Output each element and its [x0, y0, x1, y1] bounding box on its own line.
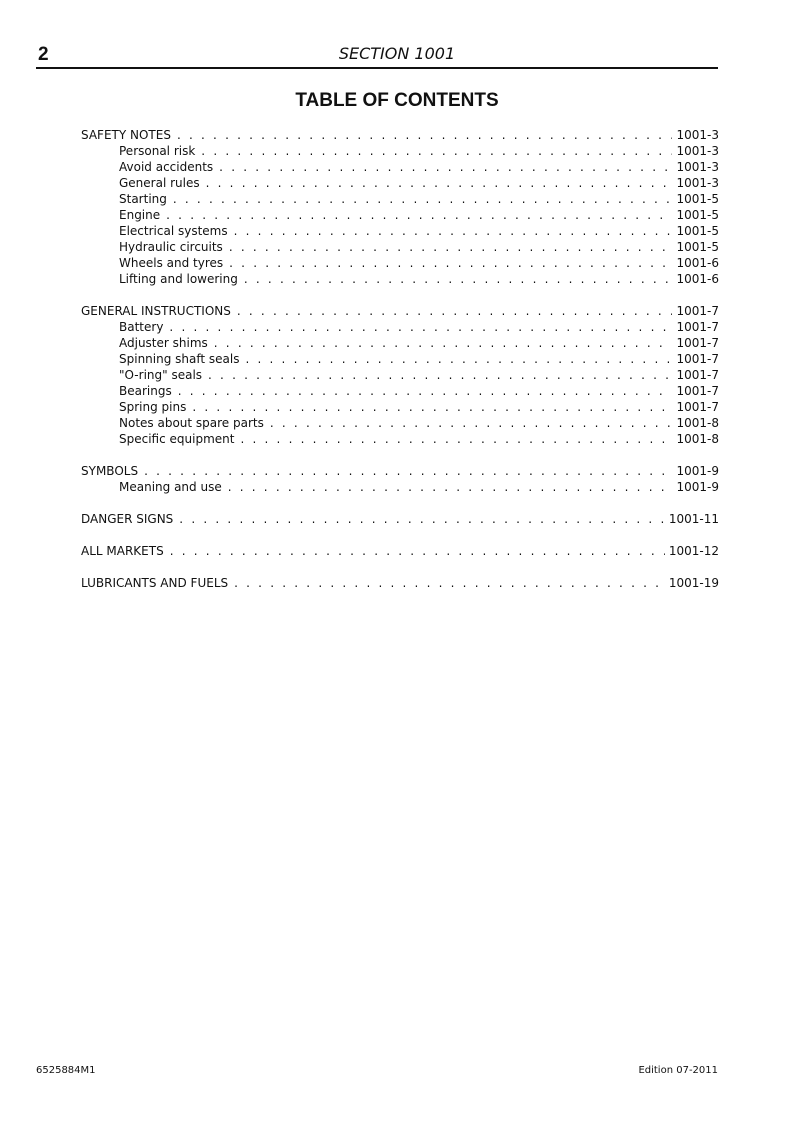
dot-leader	[178, 383, 673, 399]
toc-entry-label: Specific equipment	[119, 432, 235, 446]
toc-subentry[interactable]	[81, 271, 719, 287]
toc-subentry[interactable]	[81, 191, 719, 207]
dot-leader	[214, 335, 673, 351]
toc-entry-label: Electrical systems	[119, 224, 228, 238]
toc-subentry[interactable]	[81, 159, 719, 175]
dot-leader	[244, 271, 673, 287]
dot-leader	[237, 303, 673, 319]
toc-group	[81, 127, 719, 287]
toc-entry-page: 1001-7	[676, 368, 719, 382]
toc-subentry[interactable]	[81, 207, 719, 223]
toc-subentry[interactable]	[81, 431, 719, 447]
toc-subentry[interactable]	[81, 479, 719, 495]
toc-entry-label: Engine	[119, 208, 161, 222]
toc-entry-page: 1001-5	[676, 224, 719, 238]
toc-entry-label: Spring pins	[119, 400, 187, 414]
dot-leader	[201, 143, 672, 159]
toc-entry-page: 1001-3	[676, 160, 719, 174]
toc-entry[interactable]	[81, 511, 719, 527]
toc-entry-page: 1001-19	[668, 576, 719, 590]
toc-entry-page: 1001-8	[676, 432, 719, 446]
toc-entry-label: Starting	[119, 192, 167, 206]
toc-entry-label: Notes about spare parts	[119, 416, 264, 430]
page-number: 2	[38, 44, 49, 65]
toc-entry-page: 1001-7	[676, 384, 719, 398]
toc-entry-label: Wheels and tyres	[119, 256, 224, 270]
toc-entry-page: 1001-5	[676, 208, 719, 222]
document-code: 6525884M1	[36, 1065, 96, 1076]
dot-leader	[179, 511, 665, 527]
toc-entry-label: Spinning shaft seals	[119, 352, 240, 366]
toc-entry-page: 1001-7	[676, 336, 719, 350]
toc-entry-page: 1001-5	[676, 240, 719, 254]
toc-subentry[interactable]	[81, 239, 719, 255]
toc-entry-label: SAFETY NOTES	[81, 128, 171, 142]
toc-title: TABLE OF CONTENTS	[295, 90, 499, 111]
toc-entry-label: DANGER SIGNS	[81, 512, 174, 526]
toc-entry-label: Meaning and use	[119, 480, 222, 494]
toc-entry-page: 1001-7	[676, 304, 719, 318]
toc-entry-label: SYMBOLS	[81, 464, 139, 478]
toc-entry-label: Lifting and lowering	[119, 272, 238, 286]
toc-entry-page: 1001-7	[676, 320, 719, 334]
toc-entry[interactable]	[81, 575, 719, 591]
toc-entry[interactable]	[81, 463, 719, 479]
dot-leader	[245, 351, 672, 367]
toc-entry-label: LUBRICANTS AND FUELS	[81, 576, 229, 590]
dot-leader	[229, 239, 673, 255]
toc-entry-page: 1001-9	[676, 464, 719, 478]
toc-entry-label: ALL MARKETS	[81, 544, 164, 558]
toc-entry-page: 1001-6	[676, 256, 719, 270]
toc-entry-page: 1001-3	[676, 176, 719, 190]
toc-entry-page: 1001-3	[676, 128, 719, 142]
toc-entry-label: GENERAL INSTRUCTIONS	[81, 304, 231, 318]
toc-entry-page: 1001-11	[668, 512, 719, 526]
dot-leader	[170, 543, 665, 559]
toc-subentry[interactable]	[81, 335, 719, 351]
dot-leader	[206, 175, 673, 191]
toc-entry-page: 1001-7	[676, 400, 719, 414]
dot-leader	[234, 223, 673, 239]
toc-entry-label: "O-ring" seals	[119, 368, 203, 382]
toc-entry-label: Avoid accidents	[119, 160, 214, 174]
toc-entry-page: 1001-7	[676, 352, 719, 366]
toc-entry[interactable]	[81, 127, 719, 143]
toc-entry-page: 1001-9	[676, 480, 719, 494]
dot-leader	[173, 191, 673, 207]
toc-entry-label: Adjuster shims	[119, 336, 208, 350]
toc-entry-page: 1001-3	[676, 144, 719, 158]
dot-leader	[192, 399, 672, 415]
section-title: SECTION 1001	[338, 44, 456, 63]
toc-group	[81, 575, 719, 591]
toc-entry-label: General rules	[119, 176, 200, 190]
toc-subentry[interactable]	[81, 351, 719, 367]
header-rule	[36, 67, 718, 69]
toc-entry-label: Hydraulic circuits	[119, 240, 223, 254]
dot-leader	[169, 319, 672, 335]
toc-entry-label: Battery	[119, 320, 164, 334]
toc-entry-label: Bearings	[119, 384, 172, 398]
toc-subentry[interactable]	[81, 175, 719, 191]
toc-entry-label: Personal risk	[119, 144, 196, 158]
toc-entry-page: 1001-6	[676, 272, 719, 286]
toc-entry-page: 1001-12	[668, 544, 719, 558]
table-of-contents	[81, 127, 719, 607]
dot-leader	[144, 463, 672, 479]
dot-leader	[208, 367, 672, 383]
toc-subentry[interactable]	[81, 383, 719, 399]
toc-subentry[interactable]	[81, 143, 719, 159]
dot-leader	[219, 159, 672, 175]
toc-subentry[interactable]	[81, 255, 719, 271]
toc-subentry[interactable]	[81, 415, 719, 431]
toc-group	[81, 463, 719, 495]
toc-subentry[interactable]	[81, 223, 719, 239]
toc-entry-page: 1001-8	[676, 416, 719, 430]
dot-leader	[270, 415, 673, 431]
dot-leader	[166, 207, 672, 223]
toc-subentry[interactable]	[81, 319, 719, 335]
toc-subentry[interactable]	[81, 367, 719, 383]
toc-group	[81, 303, 719, 447]
toc-entry[interactable]	[81, 303, 719, 319]
toc-entry[interactable]	[81, 543, 719, 559]
dot-leader	[228, 479, 673, 495]
dot-leader	[240, 431, 672, 447]
dot-leader	[177, 127, 673, 143]
edition-label: Edition 07-2011	[638, 1065, 718, 1076]
toc-group	[81, 511, 719, 527]
dot-leader	[229, 255, 672, 271]
dot-leader	[234, 575, 665, 591]
toc-entry-page: 1001-5	[676, 192, 719, 206]
toc-subentry[interactable]	[81, 399, 719, 415]
toc-group	[81, 543, 719, 559]
